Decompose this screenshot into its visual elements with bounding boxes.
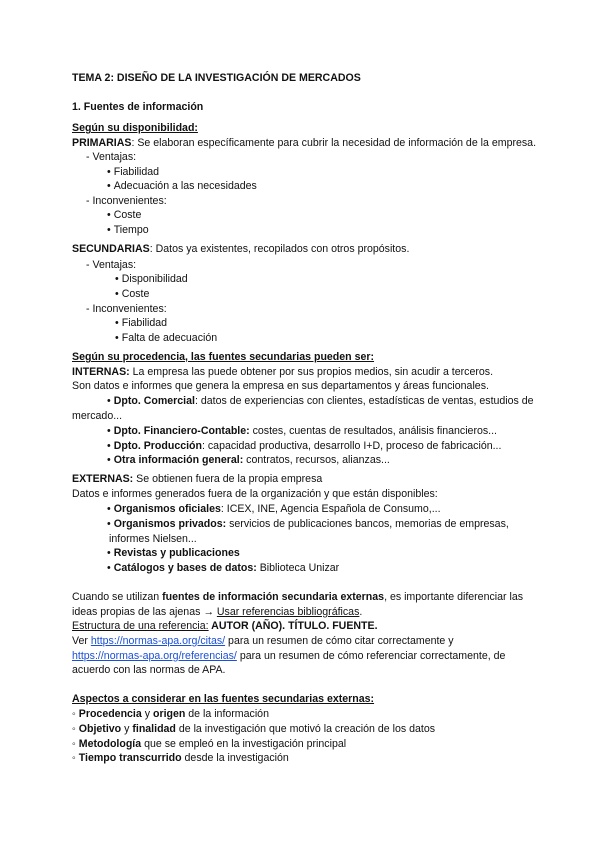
ventajas-label: - Ventajas: <box>86 259 137 271</box>
section-heading: 1. Fuentes de información <box>72 101 204 113</box>
list-item: • Fiabilidad <box>115 317 168 329</box>
list-item: • Adecuación a las necesidades <box>107 180 257 192</box>
estructura-referencia: Estructura de una referencia: AUTOR (AÑO). TÍTULO. FUENTE. <box>72 620 378 632</box>
primarias-label: PRIMARIAS <box>72 137 132 149</box>
referencias-paragraph-line2: ideas propias de las ajenas → Usar referencias bibliográficas. <box>72 606 363 618</box>
citas-link[interactable]: https://normas-apa.org/citas/ <box>90 635 226 647</box>
list-item: ◦ Procedencia y origen de la información <box>72 708 269 720</box>
primarias-text: : Se elaboran específicamente para cubrir la necesidad de información de la empresa. <box>131 137 537 149</box>
page-title: TEMA 2: DISEÑO DE LA INVESTIGACIÓN DE MERCADOS <box>72 72 361 84</box>
list-item-continuation: informes Nielsen... <box>109 533 197 545</box>
ventajas-label: - Ventajas: <box>86 151 137 163</box>
aspectos-heading: Aspectos a considerar en las fuentes secundarias externas: <box>72 693 375 705</box>
list-item: • Dpto. Producción: capacidad productiva, desarrollo I+D, proceso de fabricación... <box>107 440 502 452</box>
list-item: • Otra información general: contratos, recursos, alianzas... <box>107 454 390 466</box>
apa-line: acuerdo con las normas de APA. <box>72 664 226 676</box>
referencias-paragraph: Cuando se utilizan fuentes de información secundaria externas, es importante diferenciar las <box>72 591 524 603</box>
externas-line: EXTERNAS: Se obtienen fuera de la propia empresa <box>72 473 323 485</box>
list-item: ◦ Metodología que se empleó en la investigación principal <box>72 738 347 750</box>
list-item: ◦ Objetivo y finalidad de la investigación que motivó la creación de los datos <box>72 723 436 735</box>
list-item: • Fiabilidad <box>107 166 160 178</box>
inconvenientes-label: - Inconvenientes: <box>86 195 167 207</box>
list-item: • Dpto. Comercial: datos de experiencias con clientes, estadísticas de ventas, estudios de <box>107 395 534 407</box>
list-item: • Revistas y publicaciones <box>107 547 240 559</box>
list-item: • Dpto. Financiero-Contable: costes, cuentas de resultados, análisis financieros... <box>107 425 497 437</box>
list-item: • Coste <box>107 209 142 221</box>
list-item-continuation: mercado... <box>72 410 123 422</box>
list-item: • Organismos privados: servicios de publicaciones bancos, memorias de empresas, <box>107 518 509 530</box>
list-item: • Disponibilidad <box>115 273 188 285</box>
secundarias-line <box>72 242 409 256</box>
list-item: • Falta de adecuación <box>115 332 218 344</box>
disponibilidad-heading: Según su disponibilidad: <box>72 122 198 134</box>
ver-line: Ver https://normas-apa.org/citas/ para un resumen de cómo citar correctamente y <box>72 635 454 647</box>
list-item: • Tiempo <box>107 224 149 236</box>
list-item: • Catálogos y bases de datos: Biblioteca Unizar <box>107 562 340 574</box>
list-item: • Organismos oficiales: ICEX, INE, Agencia Española de Consumo,... <box>107 503 441 515</box>
secundarias-label: SECUNDARIAS <box>72 243 150 255</box>
referencias-link[interactable]: https://normas-apa.org/referencias/ <box>72 650 237 662</box>
internas-line: INTERNAS: La empresa las puede obtener por sus propios medios, sin acudir a terceros. <box>72 366 494 378</box>
inconvenientes-label: - Inconvenientes: <box>86 303 167 315</box>
list-item: • Coste <box>115 288 150 300</box>
referencias-link-line: https://normas-apa.org/referencias/ para un resumen de cómo referenciar correctamente, de <box>72 650 506 662</box>
primarias-line <box>72 136 536 150</box>
procedencia-heading: Según su procedencia, las fuentes secundarias pueden ser: <box>72 351 375 363</box>
internas-desc: Son datos e informes que genera la empresa en sus departamentos y áreas funcionales. <box>72 380 489 392</box>
secundarias-text: : Datos ya existentes, recopilados con otros propósitos. <box>149 243 410 255</box>
list-item: ◦ Tiempo transcurrido desde la investigación <box>72 752 289 764</box>
externas-desc: Datos e informes generados fuera de la organización y que están disponibles: <box>72 488 438 500</box>
